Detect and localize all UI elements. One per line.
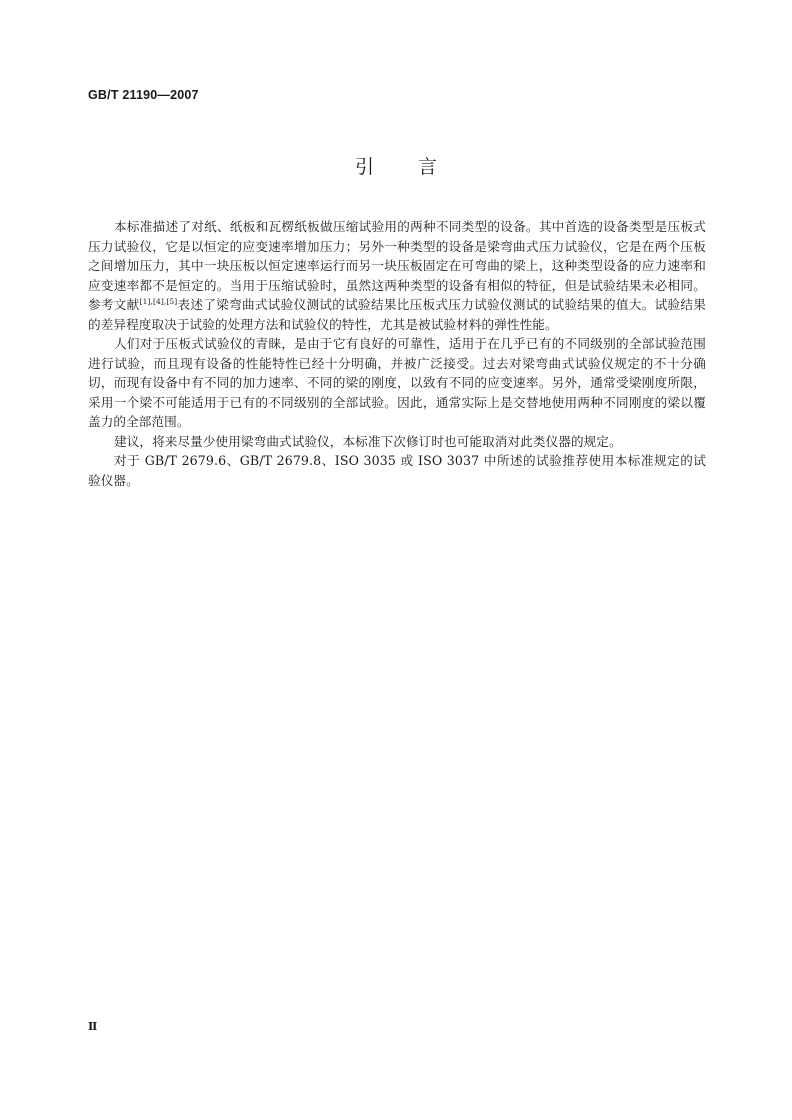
page-number: Ⅱ (88, 1020, 98, 1033)
standard-code: GB/T 21190—2007 (88, 88, 199, 102)
paragraph-4: 对于 GB/T 2679.6、GB/T 2679.8、ISO 3035 或 ISO 3037 中所述的试验推荐使用本标准规定的试验仪器。 (88, 453, 706, 488)
paragraph-3: 建议，将来尽量少使用梁弯曲式试验仪，本标准下次修订时也可能取消对此类仪器的规定。 (114, 433, 622, 449)
paragraph-2: 人们对于压板式试验仪的青睐，是由于它有良好的可靠性，适用于在几乎已有的不同级别的全部试验范围进行试验，而且现有设备的性能特性已经十分明确，并被广泛接受。过去对梁弯曲式试验仪规定的不十分确切，而现有设备中有不同的加力速率、不同的梁的刚度，以致有不同的应变速率。另外，通常受梁刚度所限，采用一个梁不可能适用于已有的不同级别的全部试验。因此，通常实际上是交替地使用两种不同刚度的梁以覆盖力的全部范围。 (88, 336, 706, 429)
paragraph-1 (88, 217, 706, 334)
reference-citation[interactable]: [1],[4],[5] (139, 296, 178, 306)
section-title: 引言 (354, 156, 481, 178)
paragraph-1-text-a: 本标准描述了对纸、纸板和瓦楞纸板做压缩试验用的两种不同类型的设备。其中首选的设备类型是压板式压力试验仪，它是以恒定的应变速率增加压力；另外一种类型的设备是梁弯曲式压力试验仪，它是在两个压板之间增加压力，其中一块压板以恒定速率运行而另一块压板固定在可弯曲的梁上，这种类型设备的应力速率和应变速率都不是恒定的。当用于压缩试验时，虽然这两种类型的设备有相似的特征，但是试验结果未必相同。参考文献 (88, 219, 706, 312)
paragraph-1-text-b: 表述了梁弯曲式试验仪测试的试验结果比压板式压力试验仪测试的试验结果的值大。试验结果的差异程度取决于试验的处理方法和试验仪的特性，尤其是被试验材料的弹性性能。 (88, 297, 706, 332)
introduction-body (88, 217, 706, 490)
